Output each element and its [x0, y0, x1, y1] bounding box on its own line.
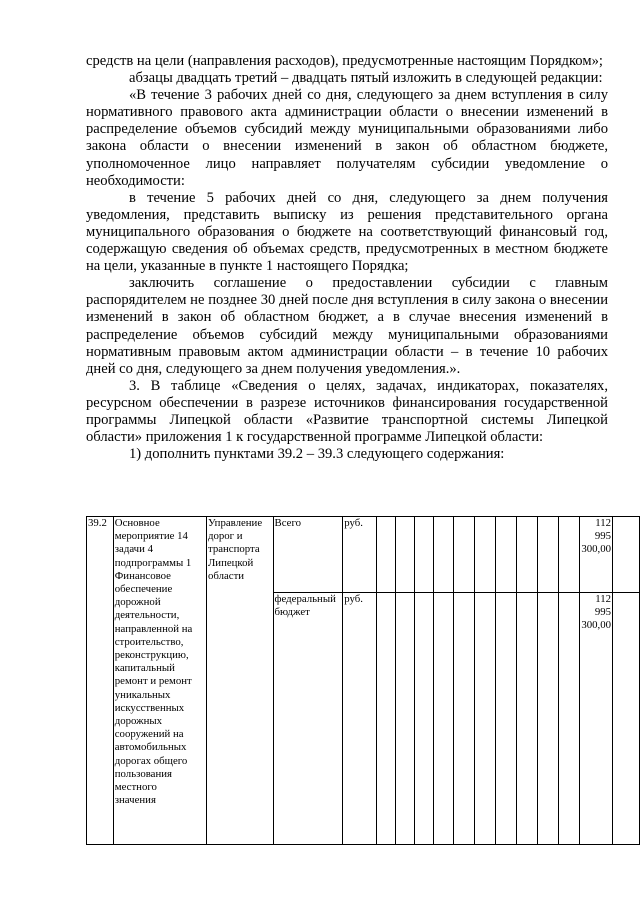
paragraph-5: заключить соглашение о предоставлении субсидии с главным распорядителем не позднее 30 дней после дня вступления в силу закона о внесении изменений в закон об областном бюджет, а в случае внесения изменений в распределение объемов субсидий между муниципальными образованиями нормативным правовым актом администрации области – в течение 10 рабочих дней со дня, следующего за днем получения уведомления.».	[86, 275, 608, 377]
unit-cell: руб.	[343, 517, 376, 593]
document-body	[86, 53, 608, 463]
empty-cell	[434, 517, 453, 593]
empty-cell	[516, 593, 537, 845]
empty-cell	[415, 593, 434, 845]
measure-cell: Основное мероприятие 14 задачи 4 подпрограммы 1 Финансовое обеспечение дорожной деятельности, направленной на строительство, реконструкцию, капитальный ремонт и ремонт уникальных искусственных дорожных сооружений на автомобильных дорогах общего пользования местного значения	[113, 517, 206, 845]
empty-cell	[474, 517, 495, 593]
empty-cell	[495, 593, 516, 845]
empty-cell	[395, 593, 414, 845]
paragraph-3: «В течение 3 рабочих дней со дня, следующего за днем вступления в силу нормативного правового акта администрации области о внесении изменений в распределение объемов субсидий между муниципальными образованиями либо закона области о внесении изменений в закон об областном бюджете, уполномоченное лицо направляет получателям субсидии уведомление о необходимости:	[86, 87, 608, 189]
unit-cell: руб.	[343, 593, 376, 845]
empty-cell	[395, 517, 414, 593]
paragraph-1: средств на цели (направления расходов), предусмотренные настоящим Порядком»;	[86, 53, 603, 69]
empty-cell	[559, 593, 580, 845]
empty-cell	[538, 517, 559, 593]
paragraph-6: 3. В таблице «Сведения о целях, задачах, индикаторах, показателях, ресурсном обеспечении в разрезе источников финансирования государственной программы Липецкой области «Развитие транспортной системы Липецкой области» приложения 1 к государственной программе Липецкой области:	[86, 377, 608, 446]
empty-cell	[376, 593, 395, 845]
paragraph-7: 1) дополнить пунктами 39.2 – 39.3 следующего содержания:	[129, 446, 505, 463]
paragraph-4: в течение 5 рабочих дней со дня, следующего за днем получения уведомления, представить выписку из решения представительного органа муниципального образования о бюджете на соответствующий финансовый год, содержащую сведения об объемах средств, предусмотренных в местном бюджете на цели, указанные в пункте 1 настоящего Порядка;	[86, 189, 608, 275]
empty-cell	[453, 593, 474, 845]
data-table	[86, 516, 640, 845]
empty-cell	[538, 593, 559, 845]
empty-cell	[495, 517, 516, 593]
row-number-cell: 39.2	[87, 517, 114, 845]
executor-cell: Управление дорог и транспорта Липецкой области	[206, 517, 273, 845]
source-cell: Всего	[273, 517, 343, 593]
empty-cell	[376, 517, 395, 593]
empty-cell	[613, 593, 640, 845]
empty-cell	[559, 517, 580, 593]
empty-cell	[415, 517, 434, 593]
empty-cell	[453, 517, 474, 593]
paragraph-2: абзацы двадцать третий – двадцать пятый изложить в следующей редакции:	[129, 70, 603, 87]
table-row	[87, 517, 640, 593]
empty-cell	[516, 517, 537, 593]
value-cell: 112 995 300,00	[580, 517, 613, 593]
empty-cell	[613, 517, 640, 593]
empty-cell	[474, 593, 495, 845]
value-cell: 112 995 300,00	[580, 593, 613, 845]
source-cell: федеральный бюджет	[273, 593, 343, 845]
empty-cell	[434, 593, 453, 845]
